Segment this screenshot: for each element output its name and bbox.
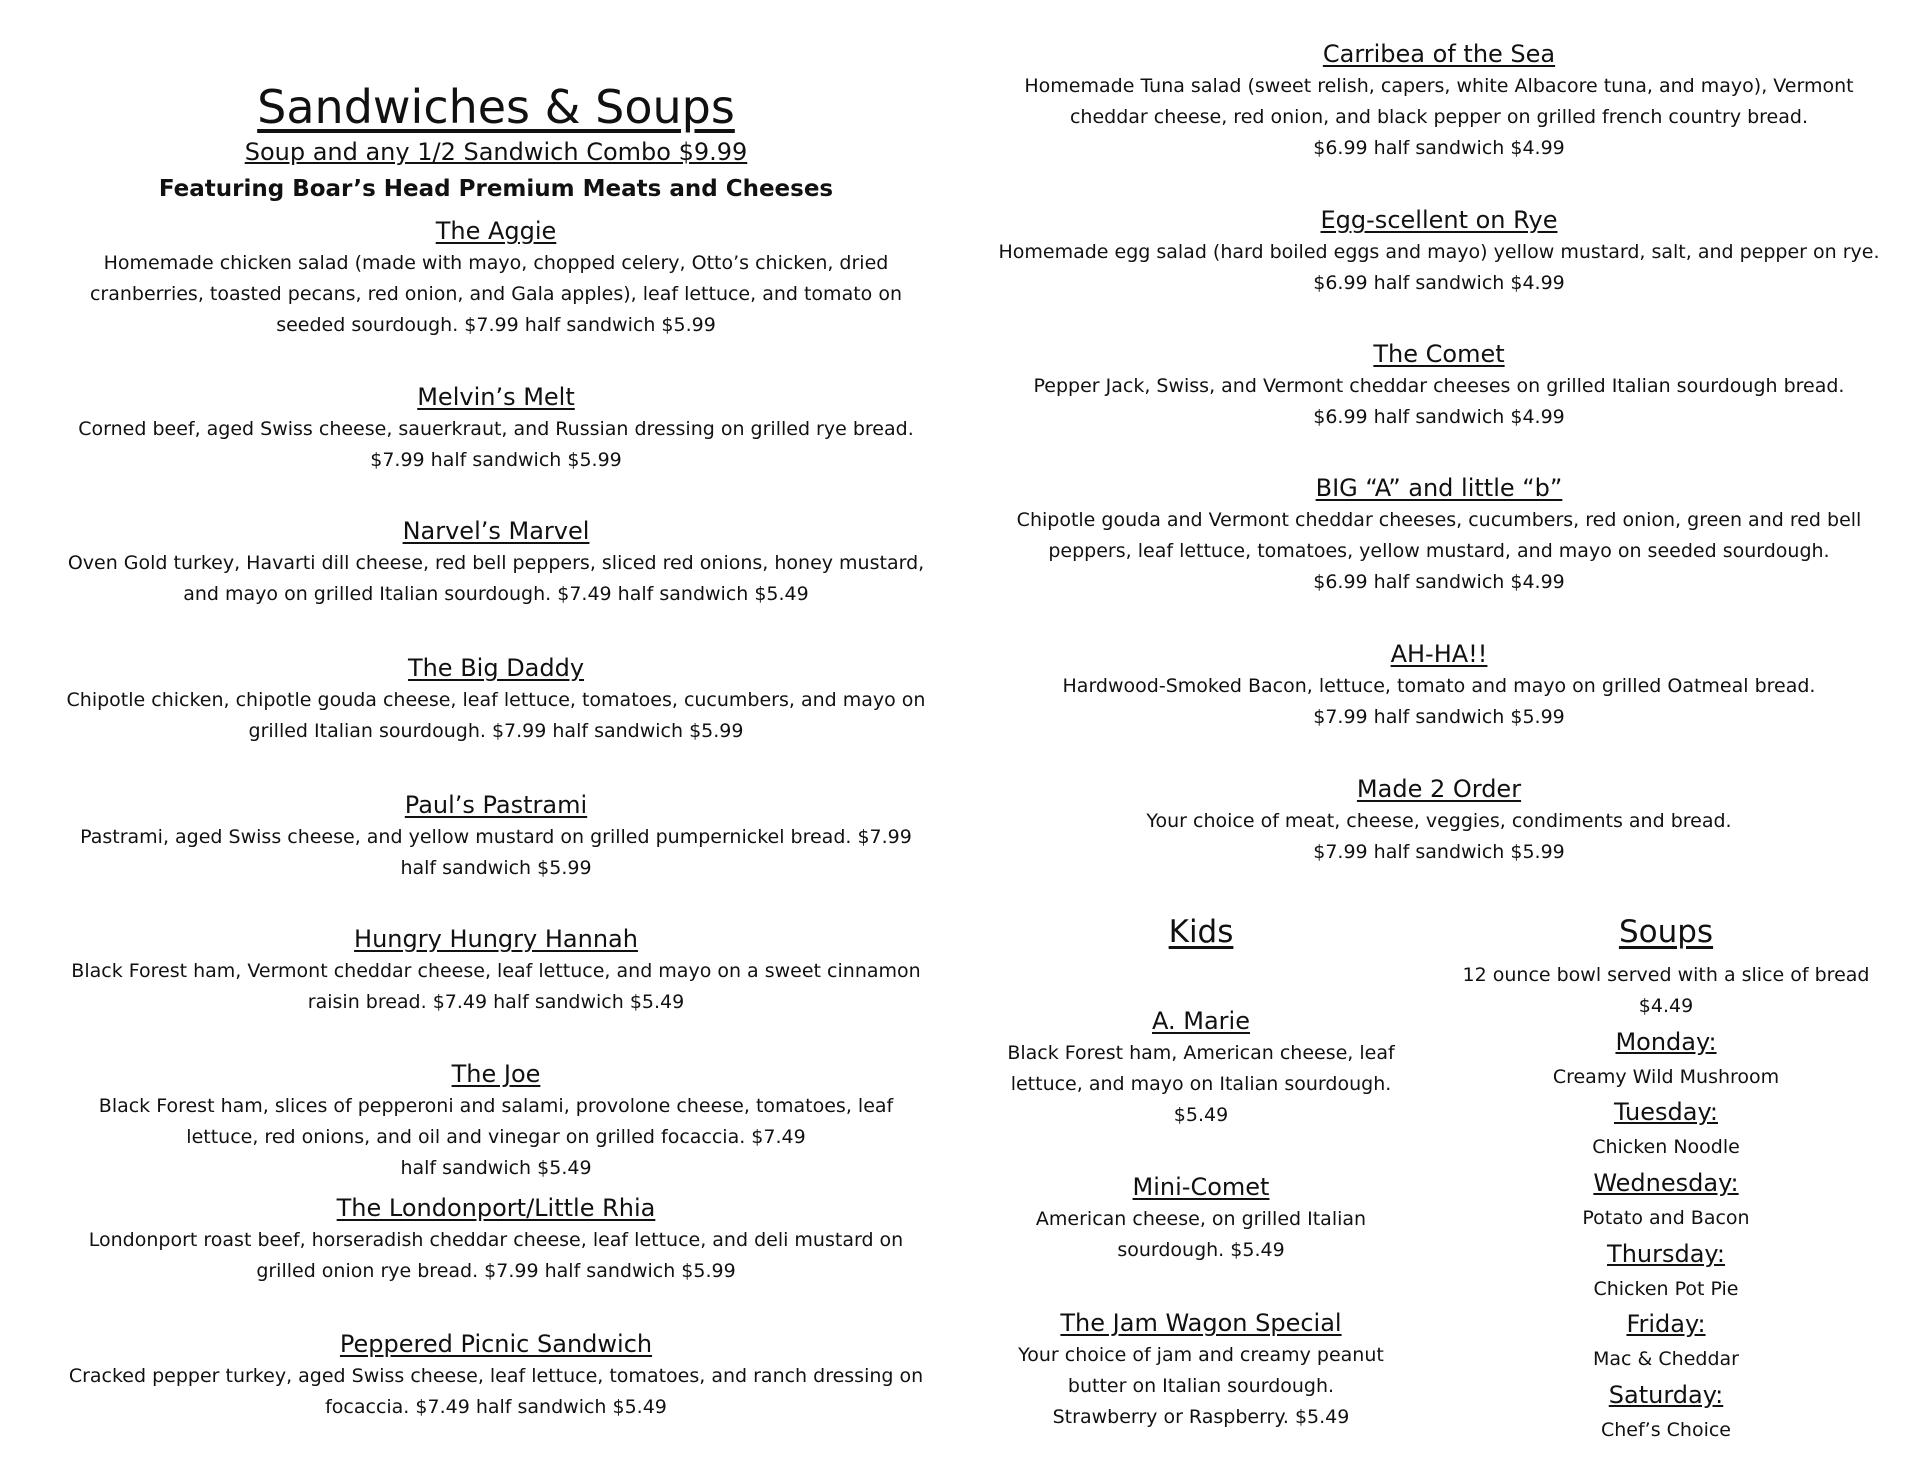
soups-intro: 12 ounce bowl served with a slice of bread $4.49 <box>1462 964 1870 1017</box>
soup-name: Creamy Wild Mushroom <box>1552 1066 1780 1088</box>
soup-day: Tuesday: <box>1614 1098 1718 1126</box>
menu-item <box>48 214 944 341</box>
menu-title: Sandwiches & Soups <box>257 80 735 134</box>
soups-title: Soups <box>1618 914 1714 950</box>
soup-day-entry <box>1446 1024 1886 1094</box>
item-name: The Big Daddy <box>407 654 585 682</box>
item-name: A. Marie <box>1152 1007 1250 1035</box>
item-description: Your choice of jam and creamy peanut butter on Italian sourdough. Strawberry or Raspberry. $5.49 <box>1018 1344 1384 1428</box>
item-name: Narvel’s Marvel <box>402 517 590 545</box>
menu-item <box>996 1170 1406 1266</box>
item-description: Pepper Jack, Swiss, and Vermont cheddar cheeses on grilled Italian sourdough bread. $6.99 half sandwich $4.99 <box>1033 375 1845 428</box>
item-description: Chipotle gouda and Vermont cheddar cheeses, cucumbers, red onion, green and red bell peppers, leaf lettuce, tomatoes, yellow mustard, and mayo on seeded sourdough. $6.99 half sandwich $4.99 <box>1016 509 1862 593</box>
item-description: Londonport roast beef, horseradish cheddar cheese, leaf lettuce, and deli mustard on grilled onion rye bread. $7.99 half sandwich $5.99 <box>88 1229 904 1282</box>
soup-name: Chicken Noodle <box>1592 1136 1740 1158</box>
soup-day: Wednesday: <box>1593 1169 1739 1197</box>
soup-name: Mac & Cheddar <box>1593 1348 1739 1370</box>
soup-day-entry <box>1446 1377 1886 1447</box>
item-description: Your choice of meat, cheese, veggies, condiments and bread. $7.99 half sandwich $5.99 <box>1146 810 1732 863</box>
menu-item <box>48 788 944 884</box>
item-name: BIG “A” and little “b” <box>1315 474 1563 502</box>
menu-item <box>996 1004 1406 1131</box>
item-description: Cracked pepper turkey, aged Swiss cheese, leaf lettuce, tomatoes, and ranch dressing on focaccia. $7.49 half sandwich $5.49 <box>68 1365 924 1418</box>
soup-name: Chicken Pot Pie <box>1593 1278 1739 1300</box>
item-description: Black Forest ham, slices of pepperoni and salami, provolone cheese, tomatoes, leaf lettuce, red onions, and oil and vinegar on grilled focaccia. $7.49 half sandwich $5.49 <box>98 1095 894 1179</box>
item-name: The Londonport/Little Rhia <box>336 1194 656 1222</box>
kids-title: Kids <box>1168 914 1234 950</box>
item-name: Made 2 Order <box>1356 775 1522 803</box>
item-name: Melvin’s Melt <box>417 383 575 411</box>
menu-item <box>996 637 1882 733</box>
menu-item <box>48 1327 944 1423</box>
soup-day-entry <box>1446 1306 1886 1376</box>
item-name: Hungry Hungry Hannah <box>354 925 638 953</box>
item-description: Chipotle chicken, chipotle gouda cheese, leaf lettuce, tomatoes, cucumbers, and mayo on grilled Italian sourdough. $7.99 half sandwich $5.99 <box>66 689 926 742</box>
item-name: Egg-scellent on Rye <box>1320 206 1558 234</box>
item-name: Peppered Picnic Sandwich <box>339 1330 653 1358</box>
soup-day: Monday: <box>1615 1028 1717 1056</box>
item-name: The Aggie <box>435 217 557 245</box>
soup-day: Saturday: <box>1608 1381 1724 1409</box>
item-description: Pastrami, aged Swiss cheese, and yellow mustard on grilled pumpernickel bread. $7.99 half sandwich $5.99 <box>80 826 912 879</box>
item-description: Hardwood-Smoked Bacon, lettuce, tomato and mayo on grilled Oatmeal bread. $7.99 half sandwich $5.99 <box>1062 675 1816 728</box>
menu-item <box>996 772 1882 868</box>
featuring-note: Featuring Boar’s Head Premium Meats and Cheeses <box>158 176 834 202</box>
menu-item <box>48 1191 944 1287</box>
item-name: The Jam Wagon Special <box>1060 1309 1342 1337</box>
menu-item <box>996 1306 1406 1433</box>
soup-day: Thursday: <box>1607 1240 1725 1268</box>
menu-item <box>996 471 1882 598</box>
soup-day-entry <box>1446 1165 1886 1235</box>
item-name: The Joe <box>451 1060 541 1088</box>
soup-day-entry <box>1446 1236 1886 1306</box>
soup-name: Chef’s Choice <box>1600 1419 1731 1441</box>
item-description: Black Forest ham, Vermont cheddar cheese, leaf lettuce, and mayo on a sweet cinnamon raisin bread. $7.49 half sandwich $5.49 <box>71 960 921 1013</box>
combo-offer: Soup and any 1/2 Sandwich Combo $9.99 <box>244 138 748 166</box>
soup-name: Potato and Bacon <box>1582 1207 1750 1229</box>
item-description: Oven Gold turkey, Havarti dill cheese, red bell peppers, sliced red onions, honey mustard, and mayo on grilled Italian sourdough. $7.49 half sandwich $5.49 <box>67 552 925 605</box>
soup-day-entry <box>1446 1094 1886 1164</box>
item-description: Black Forest ham, American cheese, leaf lettuce, and mayo on Italian sourdough. $5.49 <box>1007 1042 1395 1126</box>
item-name: The Comet <box>1373 340 1505 368</box>
menu-item <box>48 380 944 476</box>
item-description: Homemade egg salad (hard boiled eggs and mayo) yellow mustard, salt, and pepper on rye. $6.99 half sandwich $4.99 <box>998 241 1880 294</box>
menu-item <box>996 37 1882 164</box>
item-name: AH-HA!! <box>1390 640 1488 668</box>
item-name: Carribea of the Sea <box>1322 40 1556 68</box>
menu-item <box>48 922 944 1018</box>
soup-day: Friday: <box>1626 1310 1706 1338</box>
menu-item <box>996 337 1882 433</box>
item-description: Corned beef, aged Swiss cheese, sauerkraut, and Russian dressing on grilled rye bread. $7.99 half sandwich $5.99 <box>78 418 914 471</box>
item-name: Paul’s Pastrami <box>404 791 588 819</box>
menu-item <box>48 514 944 610</box>
menu-item <box>48 651 944 747</box>
menu-item <box>48 1057 944 1184</box>
item-description: Homemade Tuna salad (sweet relish, capers, white Albacore tuna, and mayo), Vermont cheddar cheese, red onion, and black pepper on grilled french country bread. $6.99 half sandwich $4.99 <box>1024 75 1854 159</box>
menu-item <box>996 203 1882 299</box>
item-description: Homemade chicken salad (made with mayo, chopped celery, Otto’s chicken, dried cranberries, toasted pecans, red onion, and Gala apples), leaf lettuce, and tomato on seeded sourdough. $7.99 half sandwich $5.99 <box>89 252 902 336</box>
item-description: American cheese, on grilled Italian sourdough. $5.49 <box>1035 1208 1367 1261</box>
item-name: Mini-Comet <box>1132 1173 1270 1201</box>
